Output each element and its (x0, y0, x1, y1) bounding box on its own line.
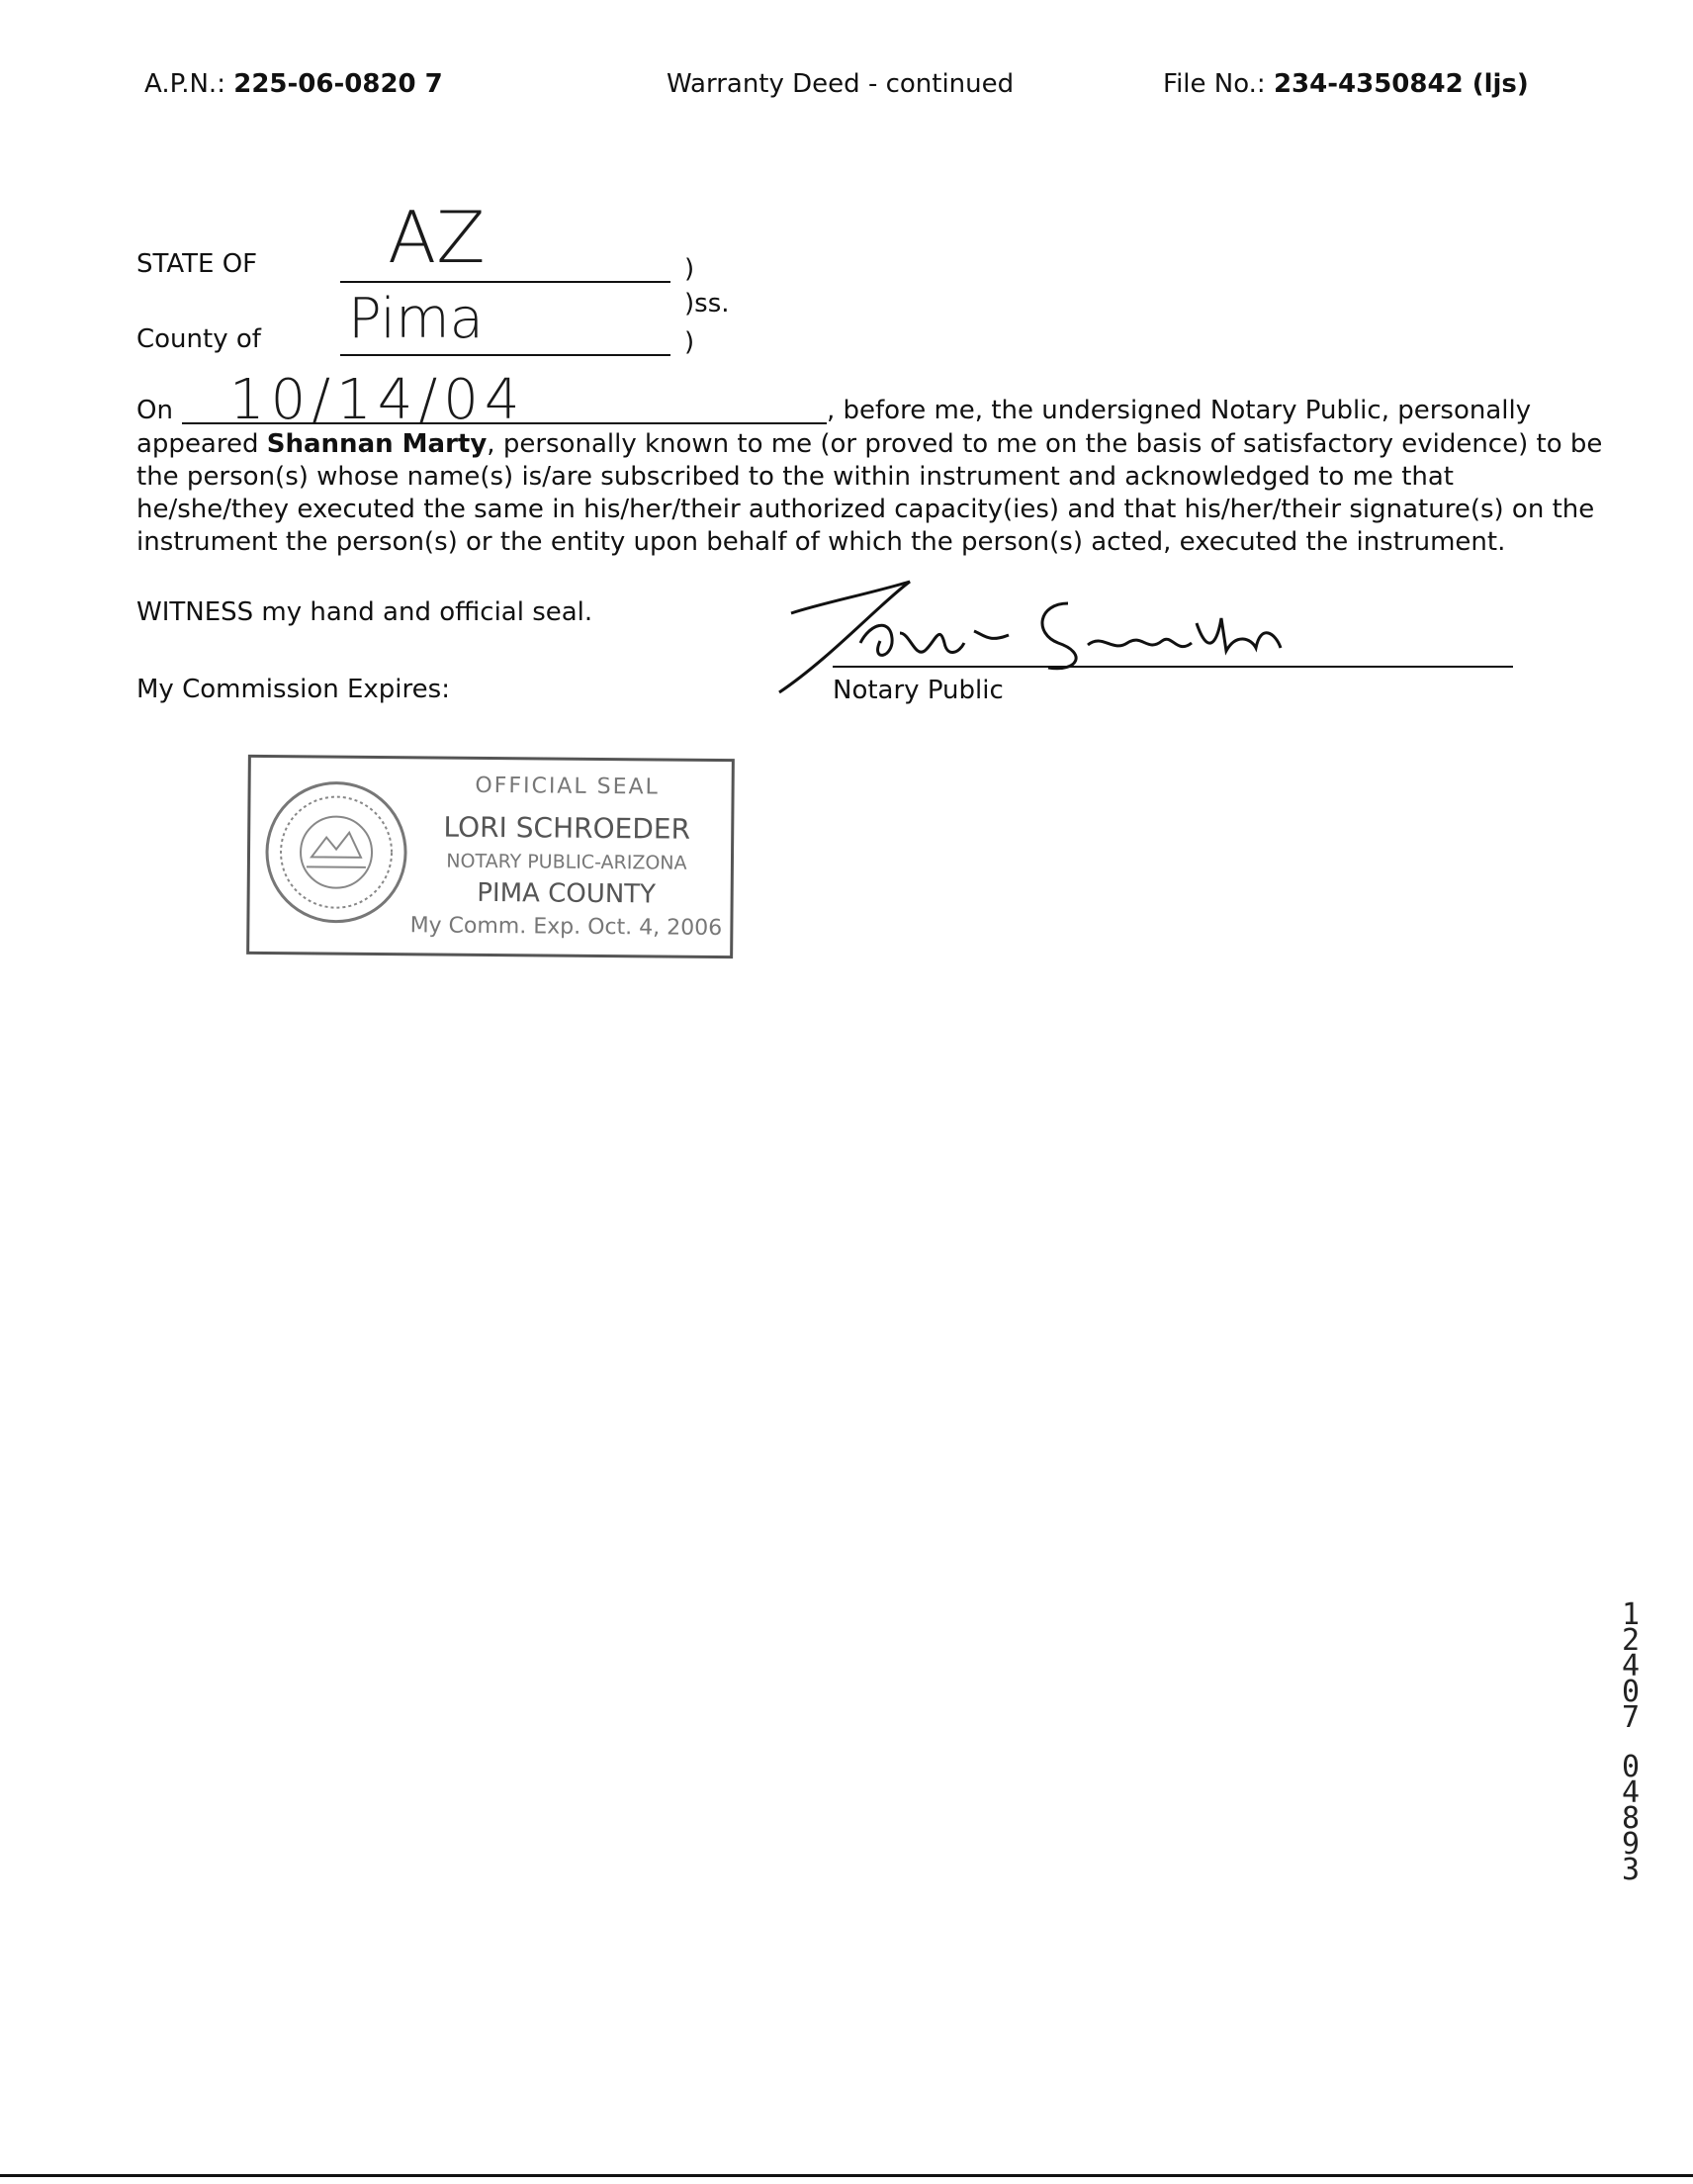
line-4: he/she/they executed the same in his/her/their authorized capacity(ies) and that his/her/their signature(s) on the (136, 495, 1595, 524)
line1-rest: , before me, the undersigned Notary Public, personally (827, 396, 1532, 425)
line2-rest: , personally known to me (or proved to me on the basis of satisfactory evidence) to be (487, 429, 1603, 459)
on-label: On (136, 396, 173, 425)
recording-digit: 9 (1621, 1827, 1641, 1862)
recording-digit: 4 (1621, 1775, 1641, 1810)
county-handwritten: Pima (348, 287, 484, 351)
county-paren: ) (684, 327, 695, 357)
notary-seal-stamp (246, 755, 735, 958)
date-line (182, 422, 827, 424)
file-value: 234-4350842 (ljs) (1273, 69, 1529, 99)
recording-digit: 2 (1621, 1623, 1641, 1658)
acknowledgment-body (136, 428, 1603, 559)
seal-line-3: NOTARY PUBLIC-ARIZONA (446, 850, 687, 874)
recording-digit: 8 (1621, 1801, 1641, 1836)
page-bottom-edge (0, 2174, 1693, 2177)
state-handwritten: AZ (388, 196, 486, 279)
file-number (1163, 69, 1529, 99)
commission-label: My Commission Expires: (136, 675, 450, 704)
apn-value: 225-06-0820 7 (233, 69, 443, 99)
recording-digit: 0 (1621, 1750, 1641, 1784)
state-label: STATE OF (136, 249, 258, 279)
seal-line-5: My Comm. Exp. Oct. 4, 2006 (409, 913, 723, 942)
signer-name: Shannan Marty (266, 429, 488, 459)
recording-digit: 4 (1621, 1649, 1641, 1684)
ss-label: )ss. (684, 289, 730, 318)
apn (144, 69, 443, 99)
file-label: File No.: (1163, 69, 1266, 99)
apn-label: A.P.N.: (144, 69, 225, 99)
line-5: instrument the person(s) or the entity upon behalf of which the person(s) acted, executed the instrument. (136, 527, 1506, 557)
state-seal-emblem (261, 777, 410, 927)
state-line (340, 281, 670, 283)
recording-digit: 1 (1621, 1597, 1641, 1632)
signature-line (833, 666, 1513, 668)
witness-text: WITNESS my hand and official seal. (136, 597, 593, 627)
seal-line-4: PIMA COUNTY (477, 877, 657, 910)
county-label: County of (136, 324, 261, 354)
line-3: the person(s) whose name(s) is/are subscribed to the within instrument and acknowledged to me that (136, 462, 1454, 492)
recording-digit: 7 (1621, 1700, 1641, 1735)
recording-digit: 0 (1621, 1675, 1641, 1709)
county-line (340, 354, 670, 356)
recording-digit: 3 (1621, 1853, 1641, 1887)
recording-number (1614, 1597, 1648, 1887)
appeared-text: appeared (136, 429, 259, 459)
seal-line-1: OFFICIAL SEAL (475, 773, 660, 800)
date-handwritten: 10/14/04 (229, 368, 526, 432)
state-paren: ) (684, 254, 695, 284)
document-title: Warranty Deed - continued (667, 69, 1015, 99)
line-2 (136, 428, 1603, 461)
seal-line-2: LORI SCHROEDER (443, 810, 691, 846)
notary-public-label: Notary Public (833, 676, 1004, 705)
